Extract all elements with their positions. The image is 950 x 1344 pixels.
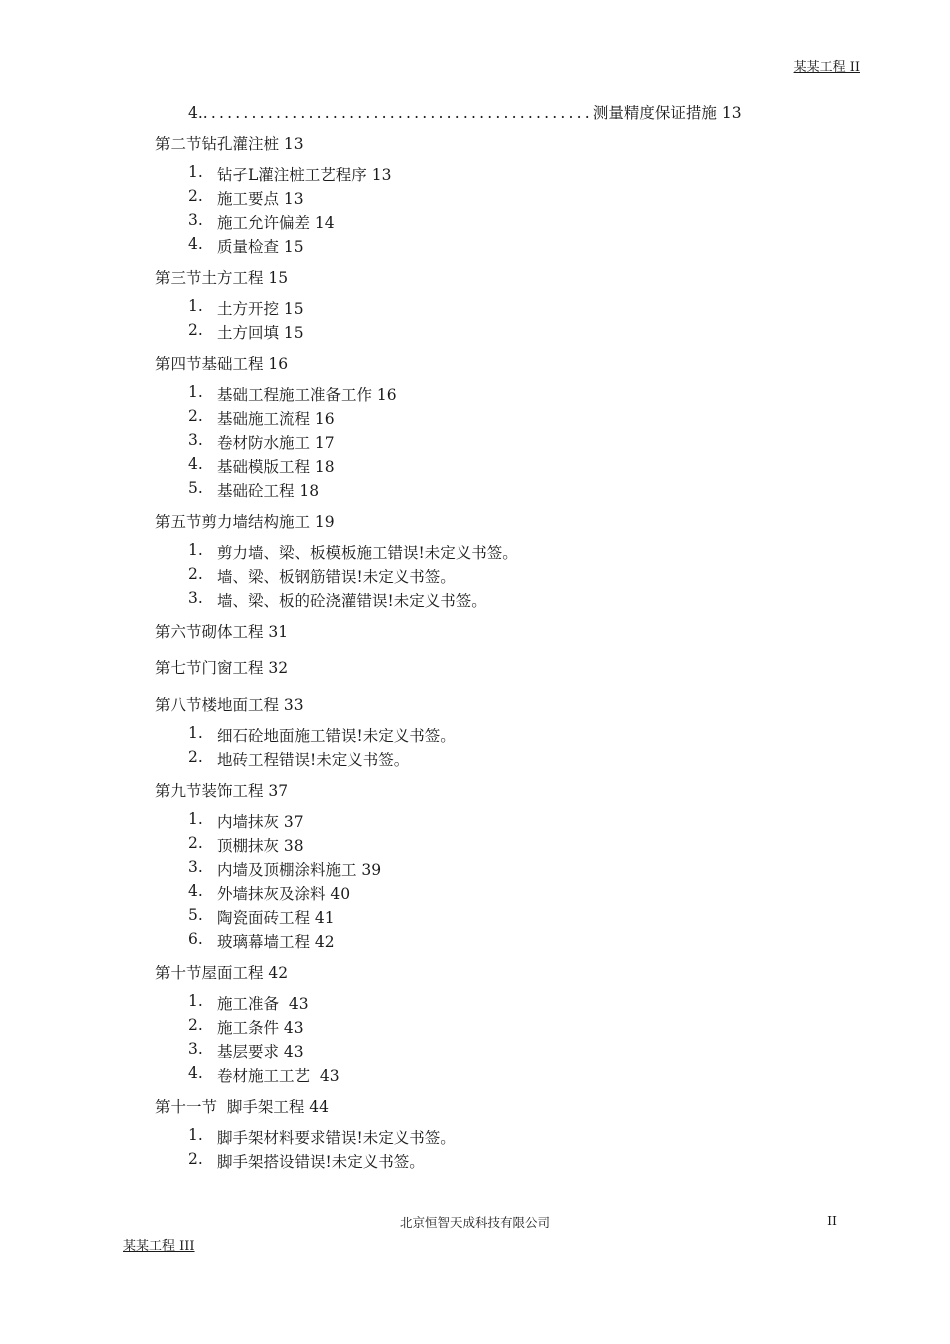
toc-item-number: 2. [188,321,203,339]
toc-item-label: 测量精度保证措施 13 [592,104,742,122]
toc-item-number: 1. [188,810,203,828]
toc-item[interactable]: 质量检查 15 [217,238,304,256]
toc-item-number: 2. [188,748,203,766]
toc-item-number: 1. [188,541,203,559]
page-header-title: 某某工程 II [793,60,860,75]
toc-item-number: 5. [188,906,203,924]
toc-item[interactable]: 施工准备 43 [217,995,309,1013]
toc-item-number: 1. [188,1126,203,1144]
toc-item[interactable]: 卷材施工工艺 43 [217,1067,340,1085]
toc-item[interactable]: 施工允许偏差 14 [217,214,335,232]
toc-item[interactable]: 基础工程施工准备工作 16 [217,386,397,404]
toc-item-number: 4. [188,104,203,122]
toc-item[interactable]: 卷材防水施工 17 [217,434,335,452]
toc-item-number: 4. [188,882,203,900]
toc-item-number: 1. [188,163,203,181]
toc-item[interactable]: 基础施工流程 16 [217,410,335,428]
toc-section-7[interactable]: 第七节门窗工程 32 [155,659,289,677]
toc-item[interactable]: 玻璃幕墙工程 42 [217,933,335,951]
toc-section-2[interactable]: 第二节钻孔灌注桩 13 [155,135,304,153]
toc-item[interactable]: 脚手架材料要求错误!未定义书签。 [217,1129,456,1147]
next-page-header-title: 某某工程 III [123,1239,195,1254]
footer-page-number: II [827,1213,837,1228]
toc-item-number: 3. [188,431,203,449]
toc-item-number: 4. [188,1064,203,1082]
toc-item-number: 1. [188,297,203,315]
toc-item[interactable]: 钻孑L灌注桩工艺程序 13 [217,166,392,184]
toc-item-number: 1. [188,724,203,742]
footer-company-name: 北京恒智天成科技有限公司 [399,1215,550,1230]
toc-item-number: 3. [188,211,203,229]
toc-dot-leader: ................................................ [202,104,593,122]
toc-item[interactable]: 剪力墙、梁、板模板施工错误!未定义书签。 [217,544,518,562]
toc-item-number: 3. [188,1040,203,1058]
toc-item[interactable]: 脚手架搭设错误!未定义书签。 [217,1153,425,1171]
toc-item-number: 3. [188,589,203,607]
toc-section-10[interactable]: 第十节屋面工程 42 [155,964,289,982]
toc-item-number: 1. [188,992,203,1010]
toc-item-number: 1. [188,383,203,401]
toc-item[interactable]: 细石砼地面施工错误!未定义书签。 [217,727,456,745]
toc-item[interactable]: 施工条件 43 [217,1019,304,1037]
toc-item-number: 4. [188,235,203,253]
toc-section-8[interactable]: 第八节楼地面工程 33 [155,696,304,714]
toc-item[interactable]: 基础砼工程 18 [217,482,320,500]
toc-item[interactable]: 土方开挖 15 [217,300,304,318]
toc-item[interactable]: 基础模版工程 18 [217,458,335,476]
toc-item[interactable]: 内墙及顶棚涂料施工 39 [217,861,382,879]
toc-item-number: 5. [188,479,203,497]
toc-item[interactable] [188,101,742,123]
toc-section-5[interactable]: 第五节剪力墙结构施工 19 [155,513,335,531]
toc-item-number: 2. [188,1016,203,1034]
toc-item[interactable]: 基层要求 43 [217,1043,304,1061]
toc-item[interactable]: 顶棚抹灰 38 [217,837,304,855]
toc-item-number: 2. [188,565,203,583]
toc-section-9[interactable]: 第九节装饰工程 37 [155,782,289,800]
toc-item-number: 4. [188,455,203,473]
toc-item-number: 3. [188,858,203,876]
toc-item[interactable]: 陶瓷面砖工程 41 [217,909,335,927]
toc-section-3[interactable]: 第三节土方工程 15 [155,269,289,287]
toc-item[interactable]: 外墙抹灰及涂料 40 [217,885,351,903]
toc-item-number: 2. [188,187,203,205]
toc-item-number: 2. [188,834,203,852]
toc-item-number: 2. [188,1150,203,1168]
toc-item[interactable]: 内墙抹灰 37 [217,813,304,831]
toc-item[interactable]: 墙、梁、板的砼浇灌错误!未定义书签。 [217,592,487,610]
toc-item[interactable]: 墙、梁、板钢筋错误!未定义书签。 [217,568,456,586]
toc-item[interactable]: 施工要点 13 [217,190,304,208]
toc-item-number: 6. [188,930,203,948]
toc-item[interactable]: 土方回填 15 [217,324,304,342]
toc-section-6[interactable]: 第六节砌体工程 31 [155,623,289,641]
toc-item[interactable]: 地砖工程错误!未定义书签。 [217,751,410,769]
toc-item-number: 2. [188,407,203,425]
toc-section-4[interactable]: 第四节基础工程 16 [155,355,289,373]
toc-section-11[interactable]: 第十一节 脚手架工程 44 [155,1098,330,1116]
